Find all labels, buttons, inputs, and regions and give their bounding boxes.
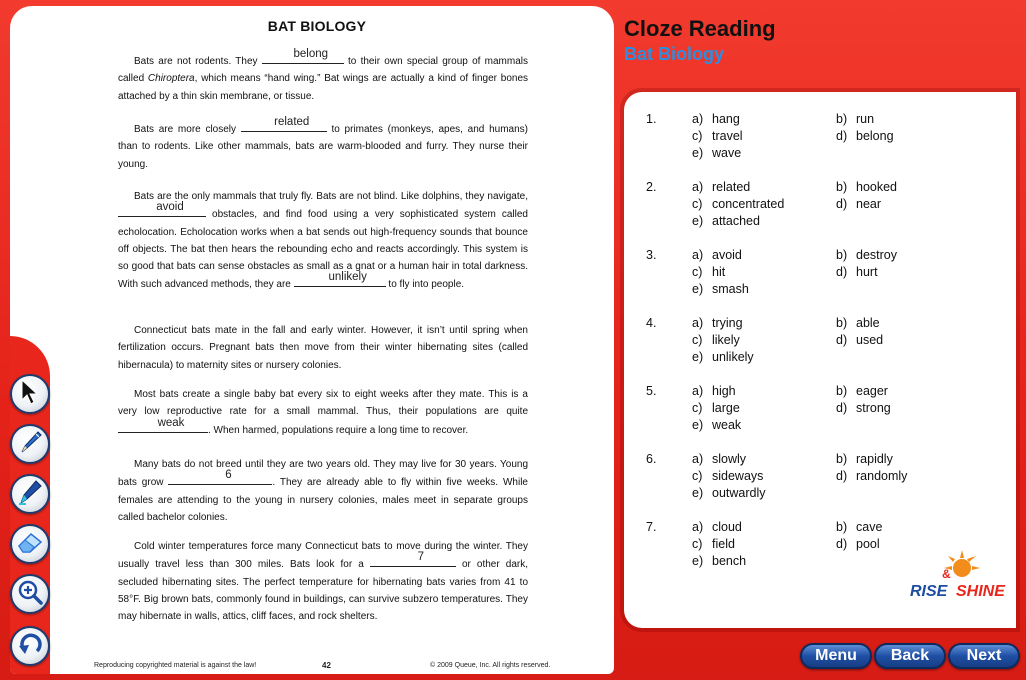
option-text: large [712,401,740,415]
answer-option[interactable] [692,282,749,296]
option-text: used [856,333,884,347]
question-number: 3. [646,248,657,262]
blank-4 [294,271,386,287]
option-letter: e) [692,214,704,228]
blank-3 [118,201,206,217]
option-text: related [712,180,751,194]
answer-option[interactable] [692,418,741,432]
question-6 [646,452,1006,512]
question-number: 7. [646,520,657,534]
option-text: strong [856,401,891,415]
option-text: attached [712,214,760,228]
paragraph-6: Many bats do not breed until they are two years old. They may live for 30 years. Young bats grow 6 . They are already able to fly within five weeks. While females are attending to the young in nursery colonies, males meet in separate groups called bachelor colonies. [118,459,528,523]
option-text: run [856,112,875,126]
option-letter: d) [836,333,848,347]
option-text: weak [712,418,742,432]
answer-option[interactable] [692,112,740,126]
option-letter: a) [692,316,704,330]
blank-5 [118,416,208,433]
option-letter: b) [836,180,848,194]
answer-option[interactable] [692,350,754,364]
blank-1 [262,48,344,64]
option-letter: d) [836,265,848,279]
option-text: randomly [856,469,908,483]
answer-option[interactable] [836,248,897,262]
question-4 [646,316,1006,376]
answer-1: belong [293,48,329,60]
answer-option[interactable] [692,146,741,160]
answer-option[interactable] [836,197,881,211]
option-text: field [712,537,735,551]
answer-option[interactable] [836,180,897,194]
option-letter: c) [692,333,703,347]
option-letter: a) [692,520,704,534]
arrow-pointer-icon [18,378,42,411]
paragraph-3: Bats are the only mammals that truly fly. Bats are not blind. Like dolphins, they navigate, avoid obstacles, and find food using a very sophisticated system called echolocation. Echolocation works when a bat sends out high-frequency sounds that bounce off objects. The bat then hears the rebounding echo and reacts accordingly. This system is so good that bats can sense obstacles as small as a gnat or a human hair in total darkness. With such advanced methods, they are unlikely to fly into people. [118,191,528,291]
answer-option[interactable] [836,333,883,347]
undo-icon [16,630,44,663]
answer-option[interactable] [836,112,874,126]
answer-option[interactable] [692,520,742,534]
highlighter-icon [16,478,44,511]
option-letter: b) [836,520,848,534]
zoom-tool-button[interactable] [10,574,50,614]
undo-tool-button[interactable] [10,626,50,666]
option-letter: c) [692,537,703,551]
svg-text:&: & [942,567,951,581]
option-letter: d) [836,129,848,143]
answer-option[interactable] [692,486,766,500]
option-letter: c) [692,197,703,211]
question-3 [646,248,1006,308]
answer-6: 6 [225,469,232,482]
svg-text:SHINE: SHINE [956,583,1005,600]
answer-option[interactable] [692,333,740,347]
question-number: 5. [646,384,657,398]
option-text: wave [712,146,742,160]
option-text: hooked [856,180,898,194]
option-letter: a) [692,248,704,262]
answer-option[interactable] [692,554,746,568]
answer-option[interactable] [692,401,740,415]
answer-option[interactable] [692,248,742,262]
option-text: concentrated [712,197,785,211]
copyright-notice: © 2009 Queue, Inc. All rights reserved. [430,662,551,669]
option-text: able [856,316,880,330]
eraser-icon [16,530,44,559]
answer-option[interactable] [836,452,893,466]
blank-2 [241,116,327,132]
answer-option[interactable] [836,469,907,483]
option-text: bench [712,554,747,568]
paragraph-7: Cold winter temperatures force many Connecticut bats to move during the winter. They usually travel less than 300 miles. Bats look for a 7 or other dark, secluded hibernating sites. The perfect temperature for hibernating bats varies from 41 to 58°F. Big brown bats, commonly found in buildings, can survive subzero temperatures. They may hibernate in walls, attics, cliff faces, and rock shelters. [118,541,528,623]
answer-option[interactable] [692,180,750,194]
option-text: cloud [712,520,742,534]
answer-option[interactable] [836,384,888,398]
option-letter: e) [692,418,704,432]
option-letter: b) [836,248,848,262]
paragraph-5: Most bats create a single baby bat every six to eight weeks after they mate. This is a very low reproductive rate for a small mammal. Thus, their populations are quite weak . When harmed, populations require a long time to recover. [118,389,528,436]
answer-option[interactable] [692,214,760,228]
option-text: destroy [856,248,897,262]
option-letter: b) [836,452,848,466]
option-letter: c) [692,265,703,279]
answer-7: 7 [417,551,425,564]
option-text: hit [712,265,726,279]
answer-option[interactable] [692,197,784,211]
option-text: avoid [712,248,742,262]
option-letter: d) [836,469,848,483]
option-letter: e) [692,282,704,296]
option-text: smash [712,282,749,296]
question-number: 4. [646,316,657,330]
option-text: outwardly [712,486,766,500]
option-letter: e) [692,486,704,500]
option-text: hang [712,112,740,126]
option-text: cave [856,520,883,534]
back-button[interactable]: Back [874,643,946,669]
option-letter: c) [692,401,703,415]
answer-option[interactable] [692,537,735,551]
pen-tool-button[interactable] [10,424,50,464]
option-text: high [712,384,736,398]
answer-option[interactable] [836,316,880,330]
option-text: travel [712,129,743,143]
pointer-tool-button[interactable] [10,374,50,414]
option-text: hurt [856,265,878,279]
option-text: sideways [712,469,764,483]
question-number: 6. [646,452,657,466]
question-number: 1. [646,112,657,126]
answer-option[interactable] [692,129,743,143]
blank-6 [168,469,272,485]
option-letter: e) [692,554,704,568]
option-letter: e) [692,350,704,364]
option-letter: c) [692,469,703,483]
option-text: belong [856,129,894,143]
question-2 [646,180,1006,240]
svg-text:RISE: RISE [910,583,948,600]
option-letter: a) [692,384,704,398]
answer-option[interactable] [836,520,882,534]
document-title: BAT BIOLOGY [267,18,367,34]
blue-pen-icon [16,428,44,461]
option-text: likely [712,333,740,347]
option-letter: a) [692,180,704,194]
eraser-tool-button[interactable] [10,524,50,564]
page-number: 42 [322,661,331,670]
question-number: 2. [646,180,657,194]
option-letter: a) [692,452,704,466]
answer-option[interactable] [692,316,743,330]
option-letter: d) [836,197,848,211]
option-letter: d) [836,537,848,551]
answer-option[interactable] [692,265,725,279]
option-text: pool [856,537,880,551]
option-text: rapidly [856,452,893,466]
zoom-in-icon [16,578,44,611]
paragraph-1: Bats are not rodents. They belong to their own special group of mammals called Chiroptera, which means “hand wing.” Bat wings are actually a kind of finger bones attached by a thin skin membrane, or tissue. [118,48,528,102]
rise-and-shine-logo [906,548,1010,604]
paragraph-4: Connecticut bats mate in the fall and early winter. However, it isn’t until spring when fertilization occurs. Pregnant bats then move from their winter hibernating sites (called hibernacula) to maternity sites or nursery colonies. [118,325,528,371]
option-letter: c) [692,129,703,143]
option-letter: b) [836,112,848,126]
option-letter: b) [836,316,848,330]
option-text: near [856,197,882,211]
answer-option[interactable] [836,401,891,415]
answer-option[interactable] [836,129,894,143]
answer-option[interactable] [692,384,736,398]
question-1 [646,112,1006,172]
option-letter: e) [692,146,704,160]
document-page [10,6,614,674]
answer-option[interactable] [836,265,878,279]
activity-subtitle: Bat Biology [624,44,725,64]
blank-7 [370,551,456,567]
answer-5: weak [157,416,185,429]
question-5 [646,384,1006,444]
answer-option[interactable] [692,469,763,483]
next-button[interactable]: Next [948,643,1020,669]
option-text: trying [712,316,743,330]
option-letter: b) [836,384,848,398]
menu-button[interactable]: Menu [800,643,872,669]
answer-2: related [274,116,310,128]
highlighter-tool-button[interactable] [10,474,50,514]
answer-4: unlikely [328,271,367,284]
paragraph-2: Bats are more closely related to primates (monkeys, apes, and humans) than to rodents. Like other mammals, bats are warm-blooded and furry. They nurse their young. [118,116,528,170]
answer-3: avoid [156,201,184,214]
option-text: unlikely [712,350,754,364]
option-text: eager [856,384,888,398]
option-text: slowly [712,452,747,466]
option-letter: a) [692,112,704,126]
option-letter: d) [836,401,848,415]
answer-option[interactable] [692,452,746,466]
answer-option[interactable] [836,537,880,551]
activity-title: Cloze Reading [624,16,776,41]
copyright-warning: Reproducing copyrighted material is against the law! [94,662,257,669]
